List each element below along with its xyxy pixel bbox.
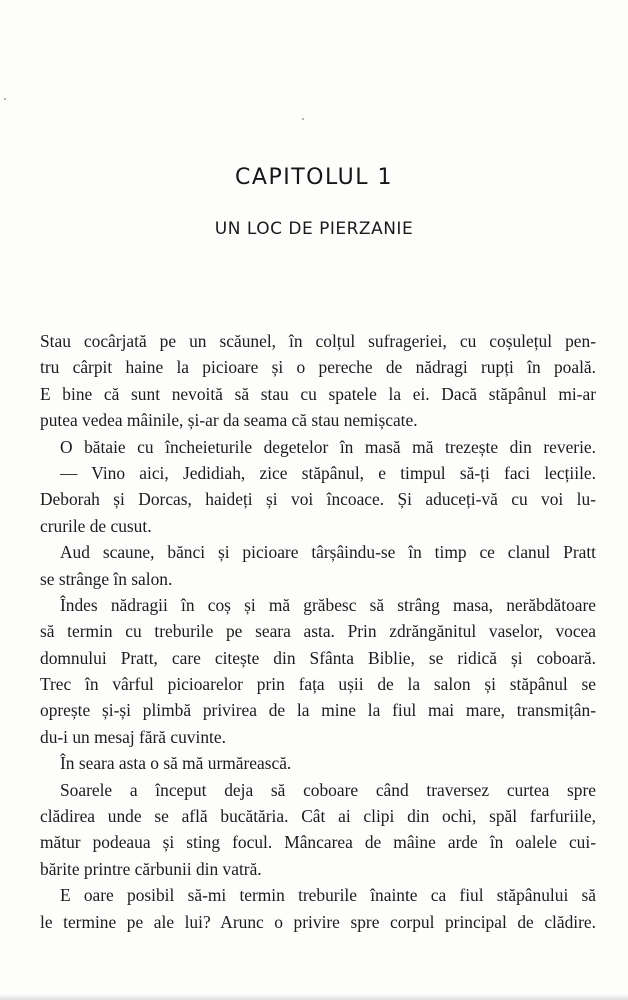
text-line: Stau cocârjată pe un scăunel, în colțul sufrageriei, cu coșulețul pen- bbox=[40, 331, 596, 351]
text-line: E bine că sunt nevoită să stau cu spatele la ei. Dacă stăpânul mi-ar bbox=[40, 383, 596, 404]
text-line: bărite printre cărbunii din vatră. bbox=[40, 858, 262, 879]
text-line: mătur podeaua și sting focul. Mâncarea de mâine arde în oalele cui- bbox=[40, 832, 596, 853]
chapter-number: CAPITOLUL 1 bbox=[235, 165, 393, 190]
text-line: Deborah și Dorcas, haideți și voi încoace. Și aduceți-vă cu voi lu- bbox=[40, 489, 596, 510]
text-line: Trec în vârful picioarelor prin fața ușii de la salon și stăpânul se bbox=[40, 674, 596, 695]
text-line: domnului Pratt, care citește din Sfânta Biblie, se ridică și coboară. bbox=[40, 647, 596, 668]
text-line: le termine pe ale lui? Arunc o privire spre corpul principal de clădire. bbox=[40, 911, 596, 932]
text-line: — Vino aici, Jedidiah, zice stăpânul, e timpul să-ți faci lecțiile. bbox=[60, 462, 596, 483]
text-line: E oare posibil să-mi termin treburile înainte ca fiul stăpânului să bbox=[60, 885, 596, 906]
text-line: O bătaie cu încheieturile degetelor în masă mă trezește din reverie. bbox=[60, 436, 596, 457]
chapter-title: UN LOC DE PIERZANIE bbox=[214, 219, 414, 239]
text-line: tru cârpit haine la picioare și o pereche de nădragi rupți în poală. bbox=[40, 357, 596, 378]
text-line: putea vedea mâinile, și-ar da seama că stau nemișcate. bbox=[40, 410, 418, 431]
text-line: Îndes nădragii în coș și mă grăbesc să strâng masa, nerăbdătoare bbox=[60, 594, 596, 615]
scan-speck-top-center bbox=[302, 118, 304, 120]
text-line: clădirea unde se află bucătăria. Cât ai clipi din ochi, spăl farfuriile, bbox=[40, 806, 596, 827]
page-bottom-edge bbox=[0, 994, 628, 1000]
scan-speck-top-left bbox=[4, 98, 6, 100]
chapter-body-text bbox=[40, 328, 596, 935]
text-line: Soarele a început deja să coboare când traversez curtea spre bbox=[60, 779, 596, 800]
text-line: du-i un mesaj fără cuvinte. bbox=[40, 726, 226, 747]
text-line: În seara asta o să mă urmărească. bbox=[60, 753, 292, 774]
text-line: se strânge în salon. bbox=[40, 568, 173, 589]
text-line: oprește și-și plimbă privirea de la mine la fiul mai mare, transmițân- bbox=[40, 700, 596, 721]
text-line: Aud scaune, bănci și picioare târșâindu-se în timp ce clanul Pratt bbox=[60, 542, 596, 563]
text-line: să termin cu treburile pe seara asta. Prin zdrăngănitul vaselor, vocea bbox=[40, 621, 596, 642]
text-line: crurile de cusut. bbox=[40, 515, 152, 536]
